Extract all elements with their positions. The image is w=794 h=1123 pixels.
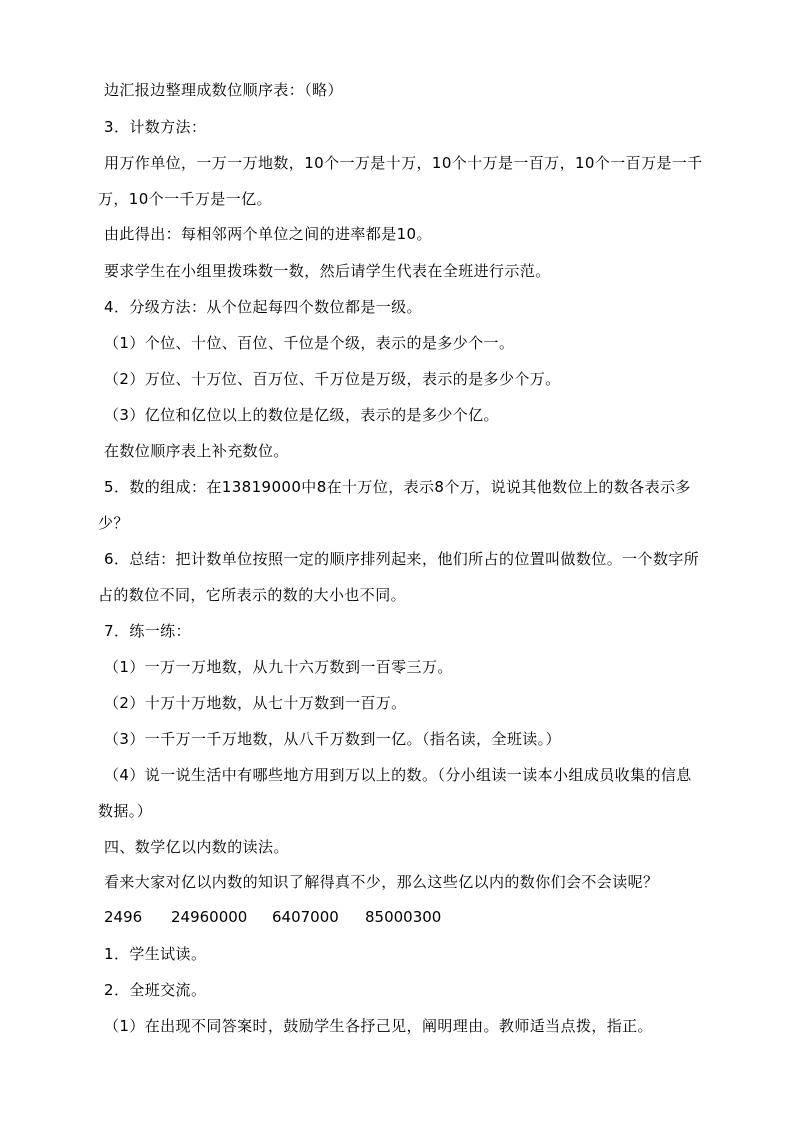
text-line-counting-1: 用万作单位，一万一万地数，10个一万是十万，10个十万是一百万，10个一百万是一千 [104,154,703,172]
text-line-summary-table: 边汇报边整理成数位顺序表：（略） [104,81,343,99]
text-line-supplement: 在数位顺序表上补充数位。 [104,442,289,460]
text-line-counting-2: 万，10个一千万是一亿。 [98,190,272,208]
text-line-composition-1: 5．数的组成：在13819000中8在十万位，表示8个万，说说其他数位上的数各表示多 [104,478,691,496]
list-item-practice-1: （1）一万一万地数，从九十六万数到一百零三万。 [104,658,453,676]
example-number: 6407000 [272,908,339,926]
example-number: 24960000 [171,908,248,926]
text-line-composition-2: 少？ [98,514,129,532]
list-item-practice-4: （4）说一说生活中有哪些地方用到万以上的数。（分小组读一读本小组成员收集的信息 [104,766,692,784]
text-line-summary-2: 占的数位不同，它所表示的数的大小也不同。 [98,586,407,604]
list-item-wan-grade: （2）万位、十万位、百万位、千万位是万级，表示的是多少个万。 [104,370,561,388]
text-line-student-try: 1．学生试读。 [104,945,207,963]
list-item-exchange-1: （1）在出现不同答案时，鼓励学生各抒己见，阐明理由。教师适当点拨，指正。 [104,1017,653,1035]
list-item-practice-4-cont: 数据。） [98,802,153,820]
text-line-question: 看来大家对亿以内数的知识了解得真不少，那么这些亿以内的数你们会不会读呢？ [104,873,659,891]
text-line-summary-1: 6．总结：把计数单位按照一定的顺序排列起来，他们所占的位置叫做数位。一个数字所 [104,550,700,568]
list-item-practice-2: （2）十万十万地数，从七十万数到一百万。 [104,694,407,712]
example-number: 2496 [104,908,143,926]
list-item-yi-grade: （3）亿位和亿位以上的数位是亿级，表示的是多少个亿。 [104,406,499,424]
heading-section-four: 四、数学亿以内数的读法。 [104,838,289,856]
example-number: 85000300 [365,908,442,926]
heading-practice: 7．练一练： [104,622,191,640]
text-line-class-exchange: 2．全班交流。 [104,981,207,999]
heading-counting-method: 3．计数方法： [104,118,207,136]
example-numbers [104,907,504,927]
text-line-group-activity: 要求学生在小组里拨珠数一数，然后请学生代表在全班进行示范。 [104,262,551,280]
heading-grading-method: 4．分级方法：从个位起每四个数位都是一级。 [104,298,422,316]
text-line-conclusion: 由此得出：每相邻两个单位之间的进率都是10。 [104,225,432,243]
list-item-units-grade: （1）个位、十位、百位、千位是个级，表示的是多少个一。 [104,334,515,352]
list-item-practice-3: （3）一千万一千万地数，从八千万数到一亿。（指名读，全班读。） [104,730,561,748]
